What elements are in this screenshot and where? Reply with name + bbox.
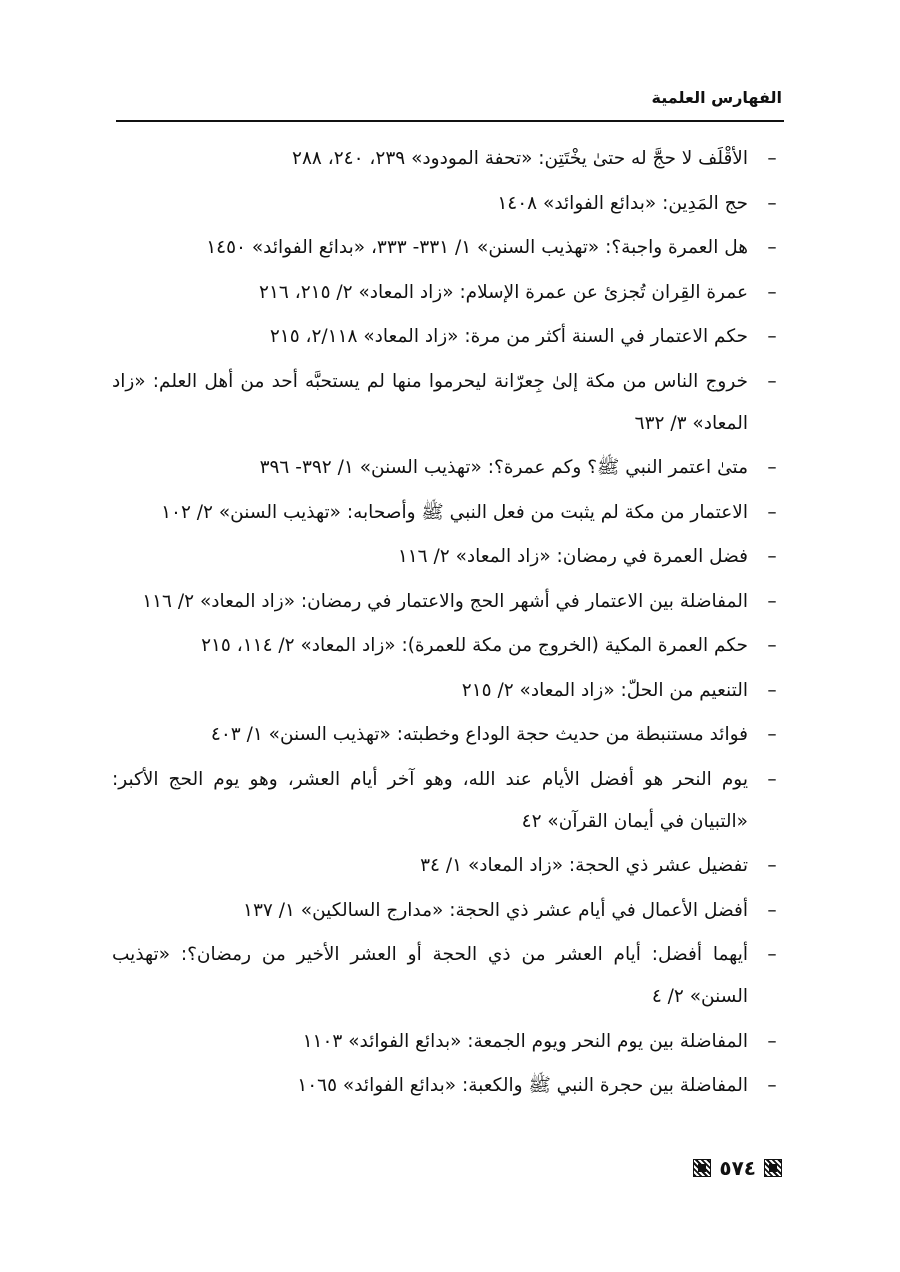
ornament-icon (764, 1159, 782, 1177)
entry-dash: – (767, 635, 777, 656)
index-entry (112, 670, 782, 712)
index-entry (112, 138, 782, 180)
page-number: ٥٧٤ (719, 1156, 756, 1180)
index-entry-list (112, 138, 782, 1110)
index-entry (112, 845, 782, 887)
entry-dash: – (767, 546, 777, 567)
entry-text: خروج الناس من مكة إلىٰ جِعرّانة ليحرموا منها لم يستحبَّه أحد من أهل العلم: «زاد المعاد» ٣/ ٦٣٢ (112, 370, 748, 434)
ornament-icon (693, 1159, 711, 1177)
entry-dash: – (767, 281, 777, 303)
entry-text: أفضل الأعمال في أيام عشر ذي الحجة: «مدارج السالكين» ١/ ١٣٧ (243, 899, 748, 921)
entry-text: يوم النحر هو أفضل الأيام عند الله، وهو آخر أيام العشر، وهو يوم الحج الأكبر: «التبيان في أيمان القرآن» ٤٢ (112, 768, 748, 832)
entry-text: التنعيم من الحلّ: «زاد المعاد» ٢/ ٢١٥ (461, 679, 748, 701)
index-entry (112, 447, 782, 489)
entry-dash: – (767, 192, 777, 214)
entry-dash: – (767, 457, 777, 478)
index-entry (112, 316, 782, 358)
entry-dash: – (767, 370, 777, 392)
index-entry (112, 714, 782, 756)
entry-dash: – (767, 237, 777, 258)
entry-text: المفاضلة بين يوم النحر ويوم الجمعة: «بدائع الفوائد» ١١٠٣ (302, 1030, 748, 1052)
entry-dash: – (767, 855, 777, 876)
entry-text: الاعتمار من مكة لم يثبت من فعل النبي ﷺ وأصحابه: «تهذيب السنن» ٢/ ١٠٢ (161, 501, 748, 523)
index-entry (112, 536, 782, 578)
entry-dash: – (767, 590, 777, 612)
entry-dash: – (767, 501, 777, 523)
entry-dash: – (767, 148, 777, 169)
entry-dash: – (767, 1075, 777, 1096)
index-entry (112, 492, 782, 534)
entry-text: تفضيل عشر ذي الحجة: «زاد المعاد» ١/ ٣٤ (420, 855, 748, 876)
index-entry (112, 890, 782, 932)
index-entry (112, 361, 782, 445)
entry-text: عمرة القِران تُجزئ عن عمرة الإسلام: «زاد المعاد» ٢/ ٢١٥، ٢١٦ (259, 281, 748, 303)
entry-dash: – (767, 899, 777, 921)
entry-dash: – (767, 768, 777, 790)
entry-text: هل العمرة واجبة؟: «تهذيب السنن» ١/ ٣٣١- ٣٣٣، «بدائع الفوائد» ١٤٥٠ (206, 237, 748, 258)
index-entry (112, 625, 782, 667)
index-entry (112, 934, 782, 1018)
entry-dash: – (767, 724, 777, 745)
index-entry (112, 272, 782, 314)
entry-text: حكم العمرة المكية (الخروج من مكة للعمرة): «زاد المعاد» ٢/ ١١٤، ٢١٥ (201, 635, 748, 656)
index-entry (112, 581, 782, 623)
entry-dash: – (767, 944, 777, 965)
index-entry (112, 227, 782, 269)
entry-text: أيهما أفضل: أيام العشر من ذي الحجة أو العشر الأخير من رمضان؟: «تهذيب السنن» ٢/ ٤ (112, 944, 748, 1007)
index-entry (112, 1065, 782, 1107)
entry-dash: – (767, 326, 777, 347)
running-header: الفهارس العلمية (651, 88, 782, 107)
entry-text: فوائد مستنبطة من حديث حجة الوداع وخطبته: «تهذيب السنن» ١/ ٤٠٣ (210, 724, 748, 745)
index-entry (112, 759, 782, 843)
header-rule (116, 120, 784, 122)
entry-text: الأقْلَف لا حجَّ له حتىٰ يخْتَتِن: «تحفة المودود» ٢٣٩، ٢٤٠، ٢٨٨ (292, 148, 748, 169)
entry-dash: – (767, 1030, 777, 1052)
page-footer (693, 1158, 782, 1178)
index-entry (112, 1021, 782, 1063)
index-entry (112, 183, 782, 225)
entry-text: المفاضلة بين الاعتمار في أشهر الحج والاعتمار في رمضان: «زاد المعاد» ٢/ ١١٦ (142, 590, 748, 612)
entry-text: حكم الاعتمار في السنة أكثر من مرة: «زاد المعاد» ٢/١١٨، ٢١٥ (269, 326, 748, 347)
entry-text: المفاضلة بين حجرة النبي ﷺ والكعبة: «بدائع الفوائد» ١٠٦٥ (297, 1075, 748, 1096)
entry-text: متىٰ اعتمر النبي ﷺ؟ وكم عمرة؟: «تهذيب السنن» ١/ ٣٩٢- ٣٩٦ (259, 457, 748, 478)
entry-text: فضل العمرة في رمضان: «زاد المعاد» ٢/ ١١٦ (397, 546, 748, 567)
entry-text: حج المَدِين: «بدائع الفوائد» ١٤٠٨ (497, 192, 748, 214)
entry-dash: – (767, 679, 777, 701)
